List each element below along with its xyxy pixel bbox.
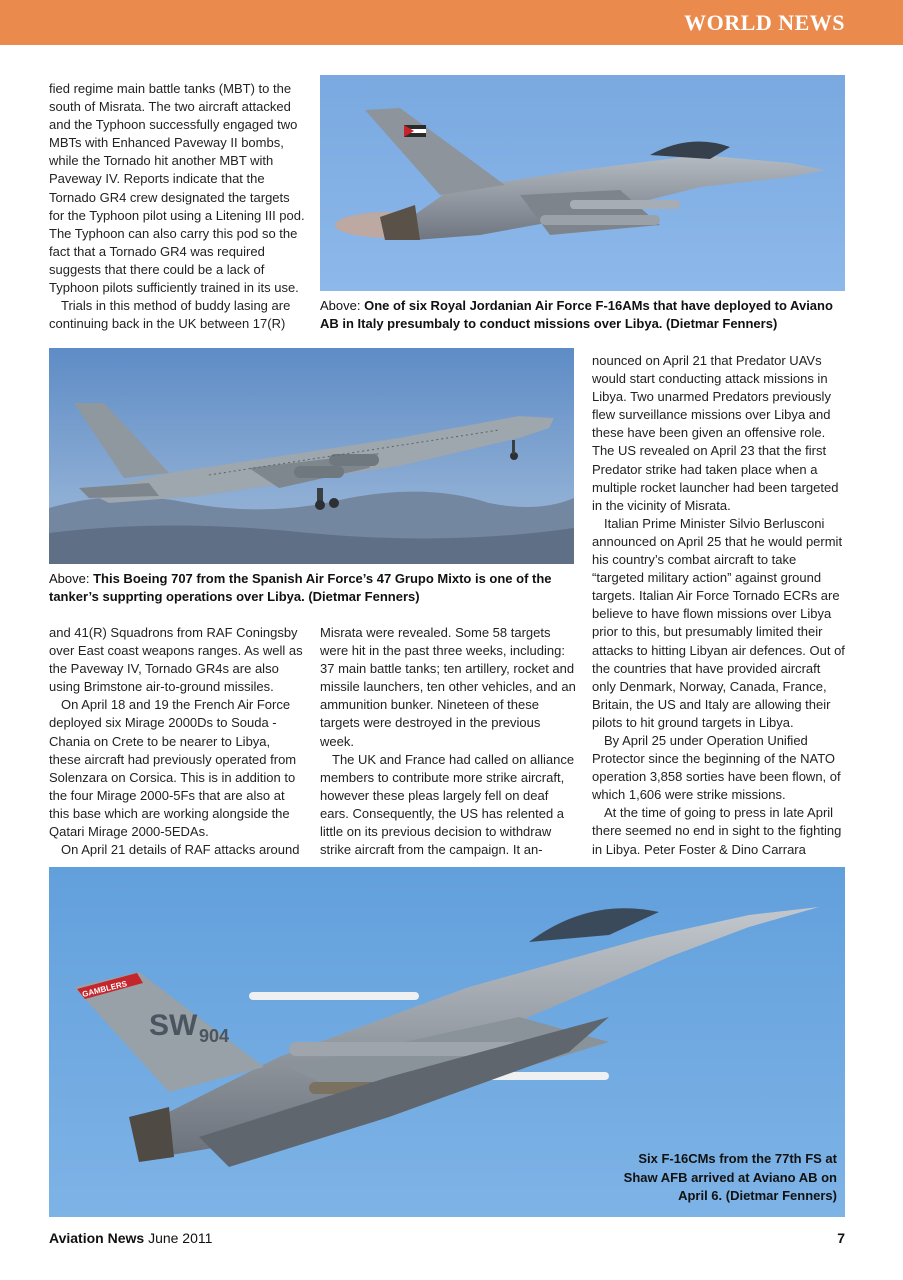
- paragraph: nounced on April 21 that Predator UAVs would start conducting attack missions in Libya. Two unarmed Predators previously flew surveillance missions over Libya and these have been given an offensive role. The US revealed on April 23 that the first Predator strike had taken place when a multiple rocket launcher had been targeted in the vicinity of Misrata.: [592, 353, 839, 513]
- column-bottom-middle: [320, 624, 576, 859]
- paragraph: By April 25 under Operation Unified Protector since the beginning of the NATO operation 3,858 sorties have been flown, of which 1,606 were strike missions.: [592, 732, 841, 803]
- paragraph: At the time of going to press in late April there seemed no end in sight to the fighting in Libya. Peter Foster & Dino Carrara: [592, 805, 842, 857]
- paragraph: Italian Prime Minister Silvio Berlusconi announced on April 25 that he would permit his country’s combat aircraft to take “targeted military action” against ground targets. Italian Air Force Tornado ECRs are believe to have flown missions over Libya prior to this, but presumably limited their attacks to hitting Libyan air defences. Out of the countries that have provided aircraft only Denmark, Norway, Canada, France, Britain, the US and Italy are allowing their pilots to hit ground targets in Libya.: [592, 515, 845, 730]
- issue-date: June 2011: [148, 1230, 213, 1246]
- caption-shaw-f16: Six F-16CMs from the 77th FS at Shaw AFB arrived at Aviano AB on April 6. (Dietmar Fenners): [623, 1151, 837, 1203]
- tail-serial: 904: [199, 1026, 230, 1046]
- magazine-name: Aviation News: [49, 1230, 145, 1246]
- paragraph: The UK and France had called on alliance members to contribute more strike aircraft, however these pleas largely fell on deaf ears. Consequently, the US has relented a little on its previous decision to withdraw strike aircraft from the campaign. It an-: [320, 751, 575, 858]
- photo-jordanian-f16: [320, 75, 845, 291]
- column-right-middle: [592, 352, 846, 859]
- paragraph: fied regime main battle tanks (MBT) to the south of Misrata. The two aircraft attacked and the Typhoon successfully engaged two MBTs with Enhanced Paveway II bombs, while the Tornado hit another MBT with Paveway IV. Reports indicate that the Tornado GR4 crew designated the targets for the Typhoon pilot using a Litening III pod. The Typhoon can also carry this pod so the fact that a Tornado GR4 was required suggests that there could be a lack of Typhoon pilots sufficiently trained in its use.: [49, 81, 305, 296]
- caption-lead: Above:: [49, 571, 94, 586]
- paragraph: On April 18 and 19 the French Air Force deployed six Mirage 2000Ds to Souda - Chania on Crete to be nearer to Libya, these aircraft had previously operated from Solenzara on Corsica. This is in addition to the four Mirage 2000-5Fs that are also at this base which are working alongside the Qatari Mirage 2000-5EDAs.: [49, 697, 297, 840]
- tail-band: GAMBLERS: [81, 979, 128, 999]
- paragraph: and 41(R) Squadrons from RAF Coningsby over East coast weapons ranges. As well as the Paveway IV, Tornado GR4s are also using Brimstone air-to-ground missiles.: [49, 625, 303, 695]
- caption-body: One of six Royal Jordanian Air Force F-16AMs that have deployed to Aviano AB in Italy presumbaly to conduct missions over Libya. (Dietmar Fenners): [320, 298, 833, 331]
- footer-masthead: [49, 1230, 212, 1246]
- column-bottom-left: [49, 624, 305, 859]
- tail-code: SW: [149, 1009, 198, 1042]
- paragraph: Misrata were revealed. Some 58 targets were hit in the past three weeks, including: 37 main battle tanks; ten artillery, rocket and missile launchers, ten other vehicles, and an ammunition bunker. Nineteen of these targets were destroyed in the previous week.: [320, 625, 576, 749]
- section-title: WORLD NEWS: [684, 10, 845, 35]
- page-number: 7: [837, 1230, 845, 1246]
- paragraph: On April 21 details of RAF attacks around: [61, 842, 300, 858]
- paragraph: Trials in this method of buddy lasing are continuing back in the UK between 17(R): [49, 298, 291, 332]
- caption-boeing-707: [49, 570, 574, 606]
- column-top-left: [49, 80, 305, 333]
- caption-jordanian-f16: [320, 297, 845, 333]
- caption-lead: Above:: [320, 298, 365, 313]
- caption-body: This Boeing 707 from the Spanish Air Force’s 47 Grupo Mixto is one of the tanker’s supprting operations over Libya. (Dietmar Fenners): [49, 571, 552, 604]
- photo-boeing-707: [49, 348, 574, 564]
